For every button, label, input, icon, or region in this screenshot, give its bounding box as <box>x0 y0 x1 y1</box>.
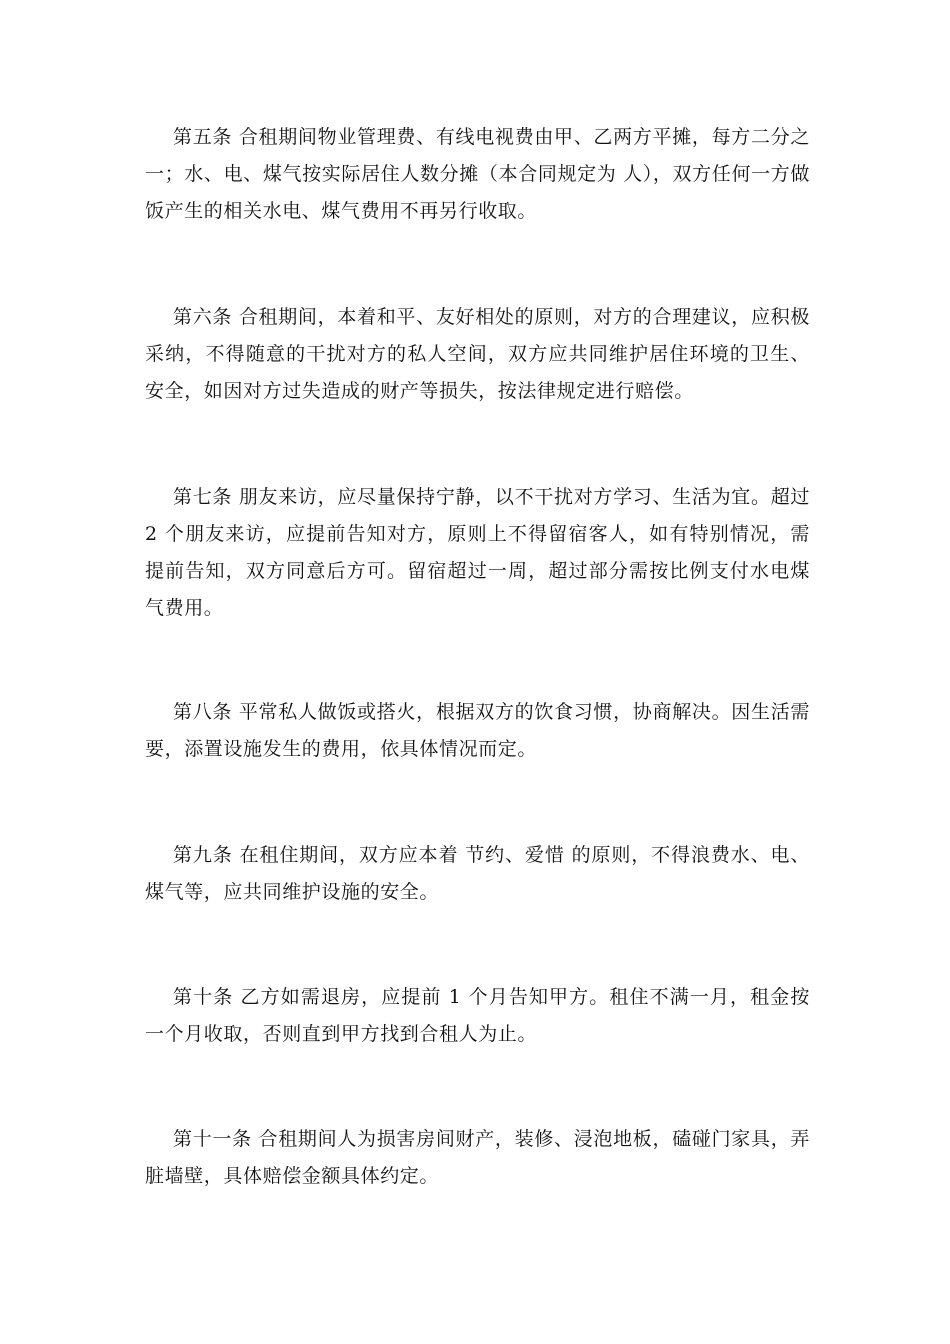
clause-9: 第九条 在租住期间，双方应本着 节约、爱惜 的原则，不得浪费水、电、煤气等，应共同维护设施的安全。 <box>145 844 810 903</box>
clause-11: 第十一条 合租期间人为损害房间财产，装修、浸泡地板，磕碰门家具，弄脏墙壁，具体赔偿金额具体约定。 <box>145 1128 810 1187</box>
clause-7: 第七条 朋友来访，应尽量保持宁静，以不干扰对方学习、生活为宜。超过 2 个朋友来访，应提前告知对方，原则上不得留宿客人，如有特别情况，需提前告知，双方同意后方可。留宿超过一周，超过部分需按比例支付水电煤气费用。 <box>145 486 810 619</box>
clause-5: 第五条 合租期间物业管理费、有线电视费由甲、乙两方平摊，每方二分之一；水、电、煤气按实际居住人数分摊（本合同规定为 人），双方任何一方做饭产生的相关水电、煤气费用不再另行收取。 <box>145 126 810 222</box>
clause-6: 第六条 合租期间，本着和平、友好相处的原则，对方的合理建议，应积极采纳，不得随意的干扰对方的私人空间，双方应共同维护居住环境的卫生、安全，如因对方过失造成的财产等损失，按法律规定进行赔偿。 <box>145 306 810 402</box>
clause-8: 第八条 平常私人做饭或搭火，根据双方的饮食习惯，协商解决。因生活需要，添置设施发生的费用，依具体情况而定。 <box>145 701 810 760</box>
clause-10: 第十条 乙方如需退房，应提前 1 个月告知甲方。租住不满一月，租金按一个月收取，否则直到甲方找到合租人为止。 <box>145 986 810 1045</box>
